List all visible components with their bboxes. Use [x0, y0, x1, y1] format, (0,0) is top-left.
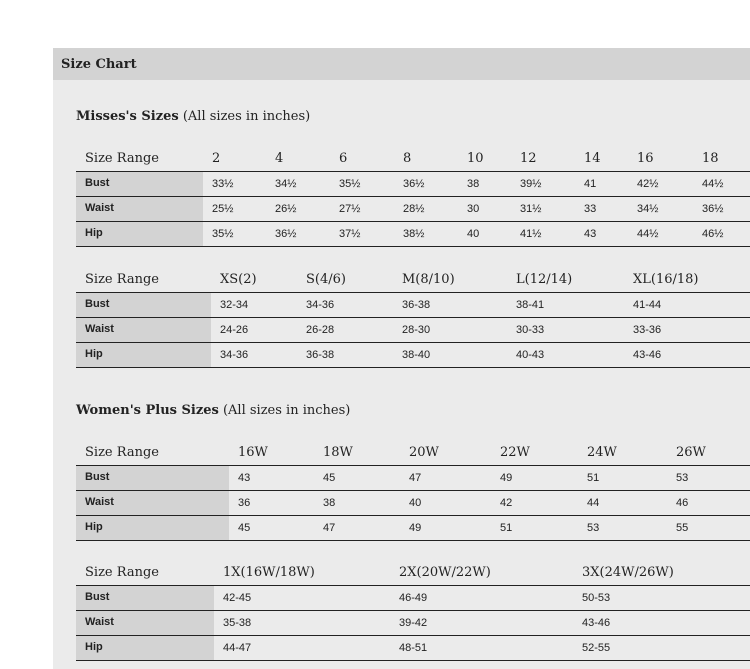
table-cell: 38 — [323, 497, 336, 509]
table-row — [76, 586, 750, 611]
table-cell: 44½ — [637, 228, 659, 240]
table-cell: 43-46 — [633, 349, 662, 361]
misses-letter-table — [76, 267, 750, 368]
table-cell: 35½ — [339, 178, 361, 190]
row-label-cell — [76, 516, 229, 540]
row-label: Waist — [85, 496, 114, 508]
table-cell: 52-55 — [582, 642, 611, 654]
table-row — [76, 197, 750, 222]
table-cell: 49 — [500, 472, 513, 484]
table-row — [76, 172, 750, 197]
table-cell: 34½ — [275, 178, 297, 190]
header-cell: S(4/6) — [306, 272, 346, 287]
header-cell: XS(2) — [220, 272, 257, 287]
header-cell: Size Range — [85, 151, 159, 166]
row-label-cell — [76, 636, 214, 660]
table-cell: 35-38 — [223, 617, 252, 629]
table-cell: 26½ — [275, 203, 297, 215]
table-cell: 36½ — [403, 178, 425, 190]
table-cell: 36½ — [702, 203, 724, 215]
header-cell: M(8/10) — [402, 272, 455, 287]
table-cell: 44-47 — [223, 642, 252, 654]
header-cell: 22W — [500, 445, 530, 460]
row-label: Waist — [85, 202, 114, 214]
table-cell: 40 — [467, 228, 480, 240]
table-cell: 39-42 — [399, 617, 428, 629]
table-cell: 24-26 — [220, 324, 249, 336]
row-label: Hip — [85, 521, 103, 533]
table-cell: 40-43 — [516, 349, 545, 361]
table-cell: 42-45 — [223, 592, 252, 604]
table-cell: 34-36 — [306, 299, 335, 311]
header-cell: 3X(24W/26W) — [582, 565, 674, 580]
row-label: Bust — [85, 298, 110, 310]
table-cell: 55 — [676, 522, 689, 534]
header-cell: 2 — [212, 151, 221, 166]
table-cell: 42 — [500, 497, 513, 509]
row-label-cell — [76, 197, 203, 221]
table-cell: 42½ — [637, 178, 659, 190]
table-cell: 44 — [587, 497, 600, 509]
table-cell: 45 — [323, 472, 336, 484]
table-cell: 43 — [584, 228, 597, 240]
header-cell: 20W — [409, 445, 439, 460]
table-row — [76, 222, 750, 247]
table-cell: 43-46 — [582, 617, 611, 629]
header-cell: 1X(16W/18W) — [223, 565, 315, 580]
row-label-cell — [76, 611, 214, 635]
table-header-row — [76, 146, 750, 172]
table-cell: 34-36 — [220, 349, 249, 361]
table-cell: 48-51 — [399, 642, 428, 654]
table-cell: 47 — [323, 522, 336, 534]
table-cell: 36-38 — [306, 349, 335, 361]
row-label: Waist — [85, 323, 114, 335]
table-header-row — [76, 560, 750, 586]
header-cell: 10 — [467, 151, 484, 166]
row-label-cell — [76, 222, 203, 246]
table-row — [76, 466, 750, 491]
header-cell: Size Range — [85, 272, 159, 287]
table-cell: 39½ — [520, 178, 542, 190]
table-header-row — [76, 440, 750, 466]
table-cell: 36-38 — [402, 299, 431, 311]
header-cell: Size Range — [85, 565, 159, 580]
table-cell: 26-28 — [306, 324, 335, 336]
misses-section-title — [76, 109, 310, 124]
table-cell: 27½ — [339, 203, 361, 215]
row-label: Bust — [85, 177, 110, 189]
table-cell: 30-33 — [516, 324, 545, 336]
table-row — [76, 611, 750, 636]
row-label: Hip — [85, 227, 103, 239]
header-cell: 26W — [676, 445, 706, 460]
table-cell: 33½ — [212, 178, 234, 190]
header-cell: 2X(20W/22W) — [399, 565, 491, 580]
womens-title-note: (All sizes in inches) — [222, 403, 351, 418]
row-label: Hip — [85, 641, 103, 653]
row-label-cell — [76, 466, 229, 490]
table-row — [76, 318, 750, 343]
table-cell: 46-49 — [399, 592, 428, 604]
table-cell: 28-30 — [402, 324, 431, 336]
header-cell: 6 — [339, 151, 348, 166]
size-chart-header — [53, 48, 750, 80]
womens-x-table — [76, 560, 750, 661]
header-cell: 14 — [584, 151, 601, 166]
header-cell: 24W — [587, 445, 617, 460]
header-cell: XL(16/18) — [633, 272, 699, 287]
row-label: Bust — [85, 591, 110, 603]
table-cell: 34½ — [637, 203, 659, 215]
womens-numeric-table — [76, 440, 750, 541]
table-cell: 25½ — [212, 203, 234, 215]
table-cell: 28½ — [403, 203, 425, 215]
row-label-cell — [76, 293, 211, 317]
table-cell: 38-41 — [516, 299, 545, 311]
row-label: Waist — [85, 616, 114, 628]
table-cell: 45 — [238, 522, 251, 534]
size-chart-title: Size Chart — [61, 57, 137, 72]
table-header-row — [76, 267, 750, 293]
table-cell: 36 — [238, 497, 251, 509]
table-cell: 33 — [584, 203, 597, 215]
table-cell: 49 — [409, 522, 422, 534]
header-cell: 18W — [323, 445, 353, 460]
table-cell: 44½ — [702, 178, 724, 190]
table-cell: 40 — [409, 497, 422, 509]
table-cell: 41-44 — [633, 299, 662, 311]
header-cell: Size Range — [85, 445, 159, 460]
womens-title-bold: Women's Plus Sizes — [76, 403, 219, 418]
table-cell: 41 — [584, 178, 597, 190]
row-label-cell — [76, 172, 203, 196]
table-cell: 51 — [500, 522, 513, 534]
row-label-cell — [76, 586, 214, 610]
header-cell: 12 — [520, 151, 537, 166]
header-cell: 16 — [637, 151, 654, 166]
size-chart-panel — [53, 48, 750, 669]
misses-numeric-table — [76, 146, 750, 247]
table-cell: 53 — [587, 522, 600, 534]
table-cell: 41½ — [520, 228, 542, 240]
row-label-cell — [76, 491, 229, 515]
table-cell: 30 — [467, 203, 480, 215]
table-cell: 33-36 — [633, 324, 662, 336]
table-cell: 38 — [467, 178, 480, 190]
table-cell: 36½ — [275, 228, 297, 240]
table-cell: 50-53 — [582, 592, 611, 604]
table-row — [76, 516, 750, 541]
header-cell: L(12/14) — [516, 272, 573, 287]
table-cell: 47 — [409, 472, 422, 484]
header-cell: 4 — [275, 151, 284, 166]
misses-title-note: (All sizes in inches) — [182, 109, 311, 124]
header-cell: 8 — [403, 151, 412, 166]
table-cell: 46½ — [702, 228, 724, 240]
table-cell: 38½ — [403, 228, 425, 240]
table-cell: 32-34 — [220, 299, 249, 311]
row-label: Hip — [85, 348, 103, 360]
row-label: Bust — [85, 471, 110, 483]
table-cell: 46 — [676, 497, 689, 509]
misses-title-bold: Misses's Sizes — [76, 109, 179, 124]
table-cell: 38-40 — [402, 349, 431, 361]
table-cell: 31½ — [520, 203, 542, 215]
table-cell: 35½ — [212, 228, 234, 240]
table-cell: 37½ — [339, 228, 361, 240]
header-cell: 18 — [702, 151, 719, 166]
header-cell: 16W — [238, 445, 268, 460]
table-row — [76, 636, 750, 661]
table-cell: 53 — [676, 472, 689, 484]
table-row — [76, 293, 750, 318]
table-cell: 43 — [238, 472, 251, 484]
table-cell: 51 — [587, 472, 600, 484]
row-label-cell — [76, 318, 211, 342]
womens-section-title — [76, 403, 350, 418]
row-label-cell — [76, 343, 211, 367]
table-row — [76, 343, 750, 368]
table-row — [76, 491, 750, 516]
